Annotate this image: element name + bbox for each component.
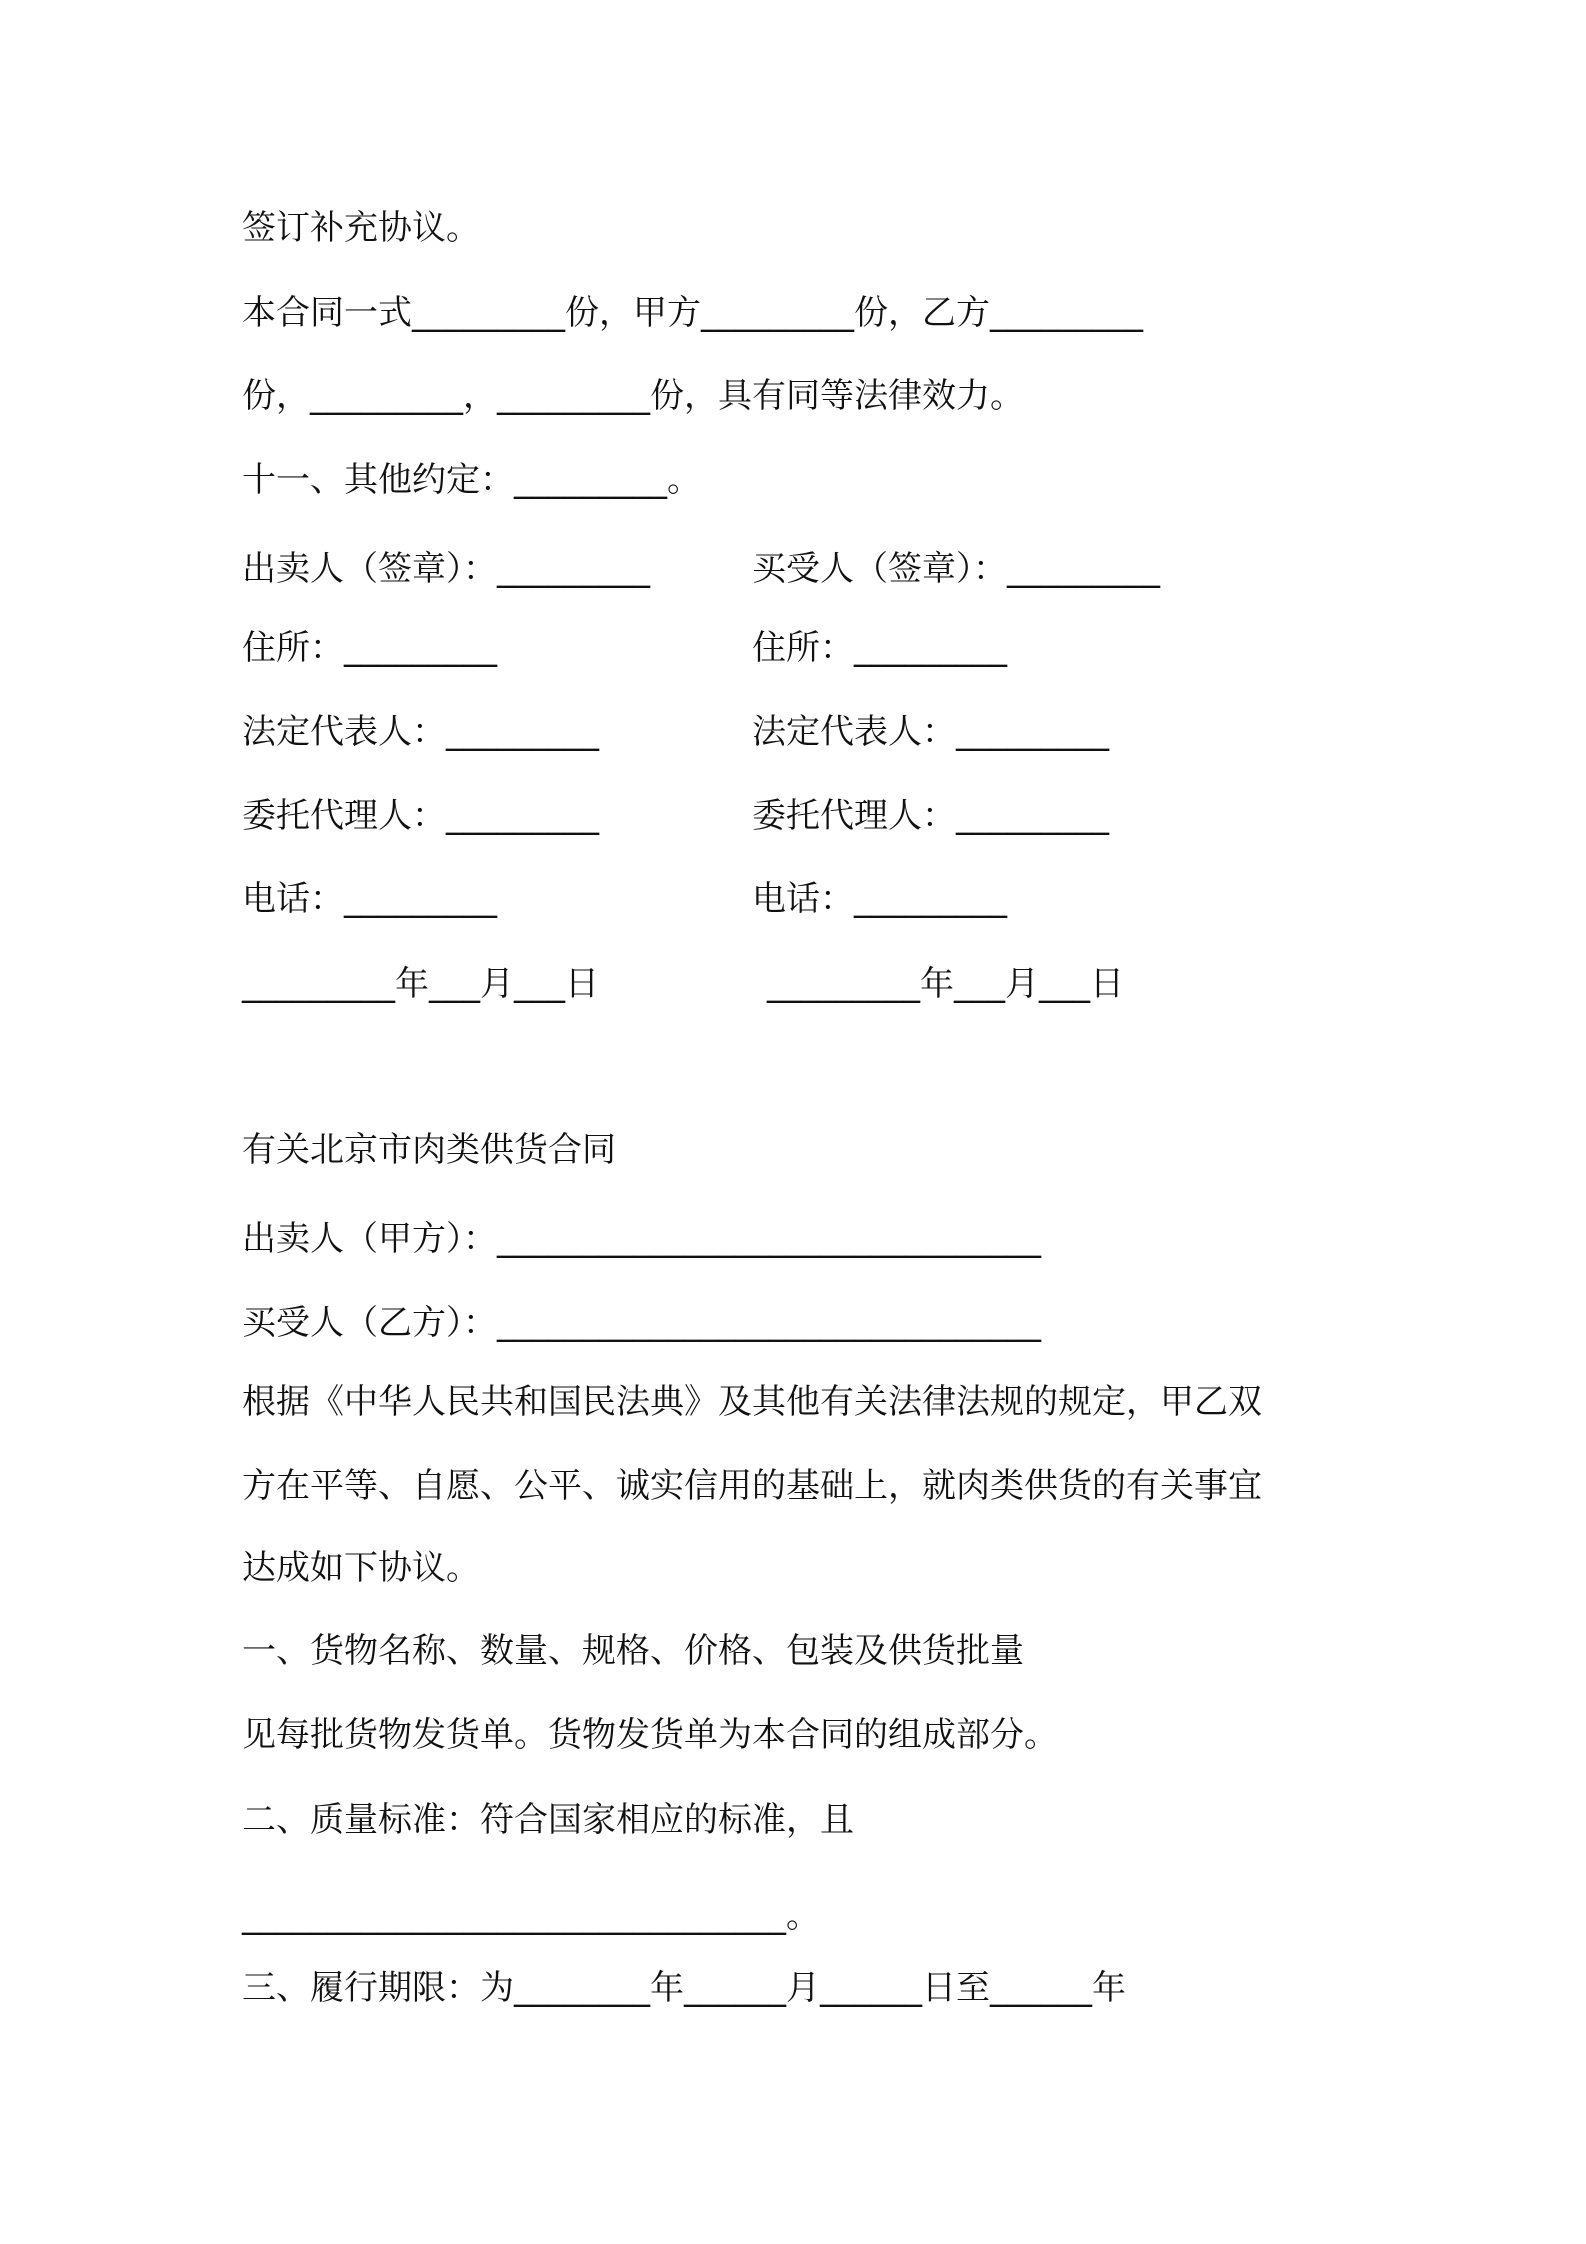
contract-title: 有关北京市肉类供货合同 (242, 1130, 616, 1170)
seller-address: 住所：_________ (242, 628, 497, 668)
seller-agent: 委托代理人：_________ (242, 796, 599, 836)
seller-phone: 电话：_________ (242, 879, 497, 919)
buyer-signature: 买受人（签章）：_________ (752, 549, 1160, 589)
seller-party: 出卖人（甲方）：________________________________ (242, 1219, 1041, 1259)
buyer-representative: 法定代表人：_________ (752, 712, 1109, 752)
seller-representative: 法定代表人：_________ (242, 712, 599, 752)
paragraph-line: 达成如下协议。 (242, 1548, 480, 1588)
seller-date: _________年___月___日 (242, 964, 599, 1004)
buyer-agent: 委托代理人：_________ (752, 796, 1109, 836)
section-heading: 三、履行期限：为________年______月______日至______年 (242, 1968, 1126, 2008)
text-line: 份，_________，_________份，具有同等法律效力。 (242, 376, 1024, 416)
seller-signature: 出卖人（签章）：_________ (242, 549, 650, 589)
section-blank: ________________________________。 (242, 1896, 820, 1936)
buyer-party: 买受人（乙方）：________________________________ (242, 1303, 1041, 1343)
section-heading: 一、货物名称、数量、规格、价格、包装及供货批量 (242, 1631, 1024, 1671)
section-text: 见每批货物发货单。货物发货单为本合同的组成部分。 (242, 1715, 1058, 1755)
section-heading: 二、质量标准：符合国家相应的标准，且 (242, 1800, 854, 1840)
paragraph-line: 根据《中华人民共和国民法典》及其他有关法律法规的规定，甲乙双 (242, 1382, 1262, 1422)
paragraph-line: 方在平等、自愿、公平、诚实信用的基础上，就肉类供货的有关事宜 (242, 1466, 1262, 1506)
buyer-address: 住所：_________ (752, 628, 1007, 668)
text-line: 本合同一式_________份，甲方_________份，乙方_________ (242, 293, 1143, 333)
text-line: 签订补充协议。 (242, 208, 480, 248)
buyer-date: _________年___月___日 (767, 964, 1124, 1004)
buyer-phone: 电话：_________ (752, 879, 1007, 919)
text-line: 十一、其他约定：_________。 (242, 460, 701, 500)
